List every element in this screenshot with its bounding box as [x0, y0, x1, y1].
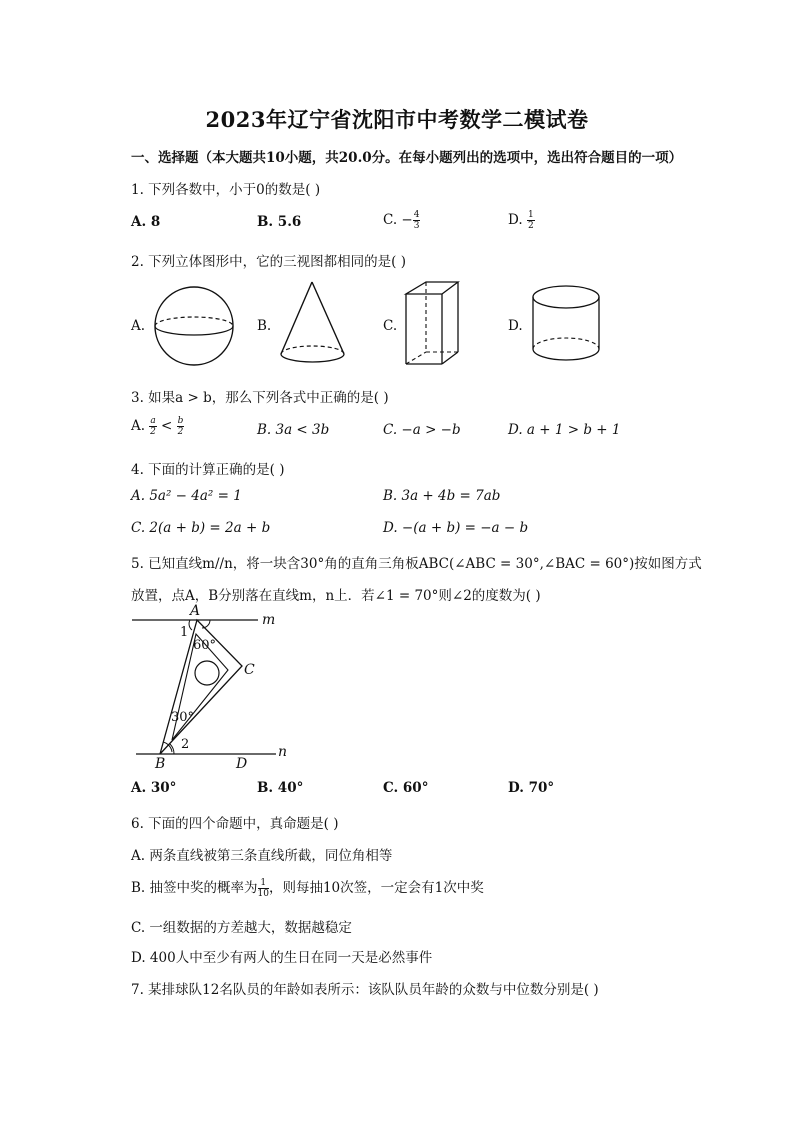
q4-option-a[interactable]: A. 5a² − 4a² = 1	[131, 488, 242, 504]
fraction-numerator: 4	[413, 210, 420, 220]
cylinder-figure	[530, 283, 604, 368]
fraction-denominator: 10	[257, 889, 269, 899]
q3-less-than: <	[156, 418, 177, 434]
q2-option-a-label[interactable]: A.	[131, 318, 146, 334]
question-3-stem: 3. 如果a > b，那么下列各式中正确的是( )	[131, 390, 389, 406]
question-5-stem-line-2: 放置，点A，B分别落在直线m，n上．若∠1 = 70°则∠2的度数为( )	[131, 588, 541, 604]
q1-option-c-prefix: C. −	[383, 212, 413, 228]
q4-option-c[interactable]: C. 2(a + b) = 2a + b	[131, 520, 271, 536]
q3-option-b[interactable]: B. 3a < 3b	[257, 422, 330, 438]
question-1-stem: 1. 下列各数中，小于0的数是( )	[131, 182, 321, 198]
q3-option-a[interactable]	[131, 416, 184, 437]
q1-option-b[interactable]: B. 5.6	[257, 214, 302, 230]
point-b-label: B	[155, 756, 166, 772]
question-4-stem: 4. 下面的计算正确的是( )	[131, 462, 285, 478]
q3-option-a-prefix: A.	[131, 418, 150, 434]
q6-option-b-suffix: ，则每抽10次签，一定会有1次中奖	[268, 880, 484, 896]
line-m-label: m	[262, 612, 276, 628]
q6-option-d[interactable]: D. 400人中至少有两人的生日在同一天是必然事件	[131, 950, 433, 966]
q3-fraction-b-over-2	[177, 416, 185, 437]
page-title: 2023年辽宁省沈阳市中考数学二模试卷	[205, 107, 589, 132]
angle-30-label: 30°	[171, 710, 195, 725]
fraction-numerator: a	[150, 416, 156, 426]
q1-option-d-prefix: D.	[508, 212, 527, 228]
q6-option-b[interactable]	[131, 876, 484, 899]
point-d-label: D	[236, 756, 248, 772]
triangular-prism-figure	[402, 280, 466, 370]
fraction-numerator: 1	[258, 878, 269, 889]
q2-option-b-label[interactable]: B.	[257, 318, 272, 334]
q3-option-d[interactable]: D. a + 1 > b + 1	[508, 422, 621, 438]
section-heading: 一、选择题（本大题共10小题，共20.0分。在每小题列出的选项中，选出符合题目的一项）	[131, 150, 683, 166]
q5-option-d[interactable]: D. 70°	[508, 780, 555, 796]
q2-option-c-label[interactable]: C.	[383, 318, 398, 334]
q5-option-c[interactable]: C. 60°	[383, 780, 429, 796]
q1-option-c[interactable]	[383, 210, 420, 231]
fraction-denominator: 2	[177, 427, 184, 437]
point-c-label: C	[244, 662, 255, 678]
q6-option-b-prefix: B. 抽签中奖的概率为	[131, 880, 258, 896]
fraction-numerator: 1	[527, 210, 534, 220]
q2-option-d-label[interactable]: D.	[508, 318, 523, 334]
q1-option-d[interactable]	[508, 210, 535, 231]
angle-1-label: 1	[180, 625, 189, 640]
angle-60-label: 60°	[193, 638, 217, 653]
fraction-denominator: 3	[413, 221, 420, 231]
fraction-denominator: 2	[527, 221, 534, 231]
cone-figure	[278, 280, 350, 370]
q5-option-b[interactable]: B. 40°	[257, 780, 304, 796]
q6-option-a[interactable]: A. 两条直线被第三条直线所截，同位角相等	[131, 848, 393, 864]
point-a-label: A	[190, 603, 201, 619]
question-5-stem-line-1: 5. 已知直线m//n，将一块含30°角的直角三角板ABC(∠ABC = 30°,∠BAC = 60°)按如图方式	[131, 556, 702, 572]
sphere-figure	[150, 286, 240, 366]
q5-option-a[interactable]: A. 30°	[131, 780, 177, 796]
q1-option-d-fraction	[527, 210, 535, 231]
question-6-stem: 6. 下面的四个命题中，真命题是( )	[131, 816, 339, 832]
q6-option-b-fraction	[258, 878, 269, 899]
q1-option-c-fraction	[413, 210, 421, 231]
q3-option-c[interactable]: C. −a > −b	[383, 422, 461, 438]
fraction-numerator: b	[177, 416, 184, 426]
q1-option-a[interactable]: A. 8	[131, 214, 161, 230]
question-2-stem: 2. 下列立体图形中，它的三视图都相同的是( )	[131, 254, 406, 270]
q4-option-b[interactable]: B. 3a + 4b = 7ab	[383, 488, 501, 504]
line-n-label: n	[278, 744, 288, 760]
angle-2-label: 2	[181, 737, 190, 752]
question-7-stem: 7. 某排球队12名队员的年龄如表所示：该队队员年龄的众数与中位数分别是( )	[131, 982, 599, 998]
ruler-hole	[195, 661, 219, 685]
q3-fraction-a-over-2	[149, 416, 156, 437]
fraction-denominator: 2	[150, 427, 156, 437]
q6-option-c[interactable]: C. 一组数据的方差越大，数据越稳定	[131, 920, 352, 936]
q4-option-d[interactable]: D. −(a + b) = −a − b	[383, 520, 529, 536]
